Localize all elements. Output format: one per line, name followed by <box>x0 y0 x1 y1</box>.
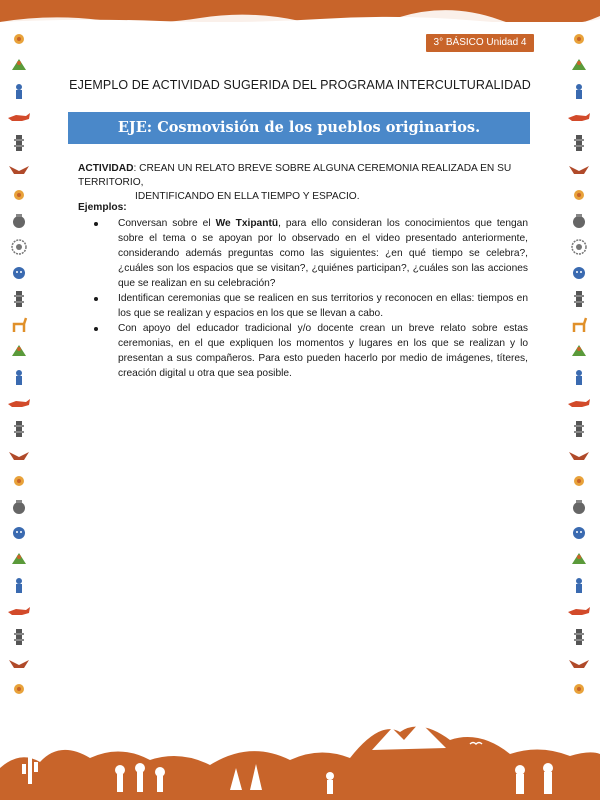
flower-icon <box>566 30 592 48</box>
footer-landscape-illustration <box>0 710 600 800</box>
face-icon <box>566 264 592 282</box>
llama-icon <box>566 316 592 334</box>
activity-label: ACTIVIDAD <box>78 163 134 174</box>
fox-icon <box>566 394 592 412</box>
list-item <box>118 216 528 291</box>
flower-icon <box>566 680 592 698</box>
condor-icon <box>6 160 32 178</box>
totem-icon <box>6 134 32 152</box>
right-decorative-column <box>566 30 592 710</box>
condor-icon <box>566 160 592 178</box>
examples-section <box>78 200 528 381</box>
condor-icon <box>6 446 32 464</box>
activity-statement <box>78 162 538 204</box>
bird-icon <box>566 342 592 360</box>
examples-list <box>78 216 528 381</box>
totem-icon <box>566 134 592 152</box>
figure-icon <box>566 576 592 594</box>
flower-icon <box>6 680 32 698</box>
face-icon <box>6 264 32 282</box>
fox-icon <box>566 108 592 126</box>
eje-banner: EJE: Cosmovisión de los pueblos originarios. <box>68 112 530 144</box>
totem-icon <box>6 420 32 438</box>
page-title: EJEMPLO DE ACTIVIDAD SUGERIDA DEL PROGRAMA INTERCULTURALIDAD <box>69 78 531 92</box>
jar-icon <box>6 212 32 230</box>
condor-icon <box>566 654 592 672</box>
figure-icon <box>566 82 592 100</box>
list-item-text: , para ello consideran los conocimientos que tengan sobre el tema o se apoyan por lo observado en el video presentado anteriormente, considerando además preguntas como las siguientes: ¿en qué tiempo se celebra?, ¿cuáles son los espacios que se visitan?, ¿quiénes participan?, ¿cuáles son las acciones que se realizan en su celebración? <box>118 218 529 289</box>
face-icon <box>566 524 592 542</box>
condor-icon <box>6 654 32 672</box>
totem-icon <box>566 290 592 308</box>
condor-icon <box>566 446 592 464</box>
left-decorative-column <box>6 30 32 710</box>
fox-icon <box>6 394 32 412</box>
examples-heading: Ejemplos: <box>78 202 127 213</box>
jar-icon <box>566 212 592 230</box>
flower-icon <box>566 472 592 490</box>
flower-icon <box>566 186 592 204</box>
bird-icon <box>6 56 32 74</box>
activity-text-line2: IDENTIFICANDO EN ELLA TIEMPO Y ESPACIO. <box>135 191 360 202</box>
we-txipantu-term: We Txipantü <box>215 218 279 229</box>
figure-icon <box>6 576 32 594</box>
jar-icon <box>6 498 32 516</box>
bird-icon <box>566 56 592 74</box>
totem-icon <box>566 420 592 438</box>
flower-icon <box>6 472 32 490</box>
bird-icon <box>566 550 592 568</box>
flower-icon <box>6 30 32 48</box>
unit-badge: 3° BÁSICO Unidad 4 <box>426 34 534 52</box>
list-item: Con apoyo del educador tradicional y/o docente crean un breve relato sobre estas ceremonias, en el que expliquen los momentos y lugares en los que se realizan y lo presentan a sus compañeros. Para esto pueden hacerlo por medio de imágenes, títeres, creación digital u otra que sea posible. <box>118 323 528 379</box>
totem-icon <box>566 628 592 646</box>
list-item: Identifican ceremonias que se realicen en sus territorios y reconocen en ellas: tiempos en los que se realizan y espacios en los que se llevan a cabo. <box>118 293 528 319</box>
fox-icon <box>6 108 32 126</box>
llama-icon <box>6 316 32 334</box>
top-decorative-band <box>0 0 600 22</box>
figure-icon <box>6 82 32 100</box>
activity-text-line1: : CREAN UN RELATO BREVE SOBRE ALGUNA CEREMONIA REALIZADA EN SU TERRITORIO, <box>78 163 512 188</box>
jar-icon <box>566 498 592 516</box>
flower-icon <box>6 186 32 204</box>
fox-icon <box>6 602 32 620</box>
sun-icon <box>6 238 32 256</box>
list-item-text: Conversan sobre el <box>118 218 216 229</box>
totem-icon <box>6 290 32 308</box>
totem-icon <box>6 628 32 646</box>
figure-icon <box>6 368 32 386</box>
fox-icon <box>566 602 592 620</box>
sun-icon <box>566 238 592 256</box>
figure-icon <box>566 368 592 386</box>
face-icon <box>6 524 32 542</box>
bird-icon <box>6 342 32 360</box>
bird-icon <box>6 550 32 568</box>
